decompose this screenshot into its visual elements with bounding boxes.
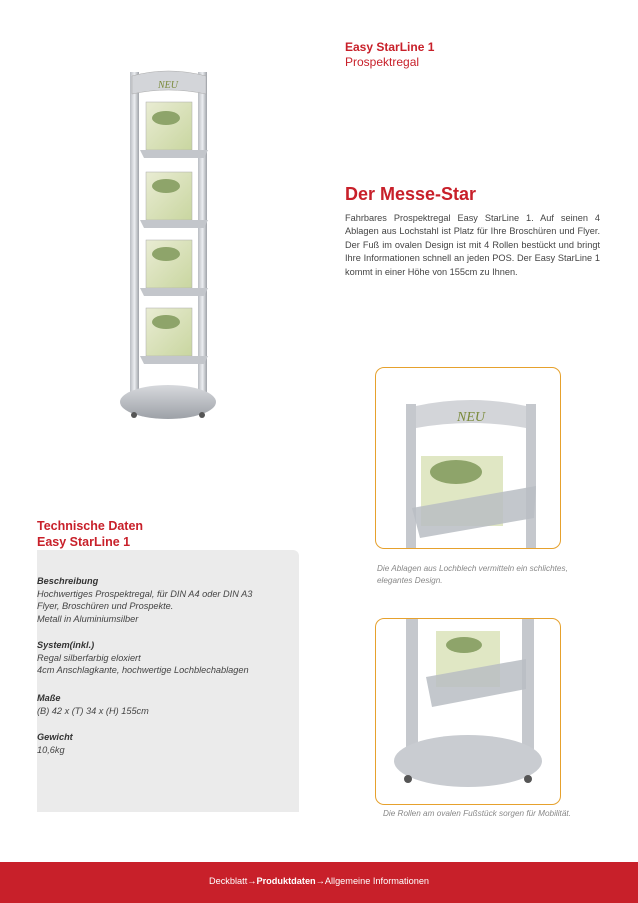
- spec-line: Hochwertiges Prospektregal, für DIN A4 oder DIN A3: [37, 588, 253, 599]
- spec-line: (B) 42 x (T) 34 x (H) 155cm: [37, 705, 149, 716]
- spec-description: [37, 575, 252, 625]
- spec-dimensions: [37, 692, 149, 717]
- caption-shelf: Die Ablagen aus Lochblech vermitteln ein schlichtes, elegantes Design.: [377, 564, 568, 585]
- nav-arrow: →: [247, 876, 257, 886]
- spec-label: Maße: [37, 693, 61, 703]
- spec-system: [37, 639, 249, 677]
- spec-line: 10,6kg: [37, 744, 65, 755]
- caption-base: Die Rollen am ovalen Fußstück sorgen für Mobilität.: [383, 809, 571, 818]
- nav-arrow: →: [315, 876, 325, 886]
- spec-line: Flyer, Broschüren und Prospekte.: [37, 601, 174, 611]
- spec-line: 4cm Anschlagkante, hochwertige Lochblechablagen: [37, 665, 249, 675]
- spec-label: Beschreibung: [37, 576, 99, 586]
- spec-line: Regal silberfarbig eloxiert: [37, 652, 141, 663]
- shelf-4: [140, 308, 208, 364]
- specs-box: [37, 550, 299, 812]
- spec-label: Gewicht: [37, 732, 73, 742]
- specs-heading: [37, 518, 143, 550]
- brochure-stand-image: [118, 66, 228, 426]
- headline: Der Messe-Star: [345, 184, 477, 204]
- shelf-1: [140, 102, 208, 158]
- footer-navigation: [0, 876, 638, 886]
- product-subtitle: Prospektregal: [345, 55, 420, 69]
- detail-photo-shelf: [375, 367, 561, 549]
- specs-heading-line2: Easy StarLine 1: [37, 535, 131, 549]
- spec-weight: [37, 731, 73, 756]
- detail-photo-base: [375, 618, 561, 805]
- intro-text: Fahrbares Prospektregal Easy StarLine 1. Auf seinen 4 Ablagen aus Lochstahl ist Platz für Ihre Broschüren und Flyer. Der Fuß im ovalen Design ist mit 4 Rollen bestückt und bringt Ihre Informationen schnell an jeden POS. Der Easy StarLine 1 kommt in einer Höhe von 155cm zu Ihnen.: [345, 213, 600, 277]
- spec-line: Metall in Aluminiumsilber: [37, 613, 139, 624]
- shelf-2: [140, 172, 208, 228]
- sign-label-photo: NEU: [457, 410, 485, 425]
- shelf-3: [140, 240, 208, 296]
- nav-link-allgemeine-informationen[interactable]: Allgemeine Informationen: [324, 876, 430, 886]
- spec-label: System(inkl.): [37, 640, 95, 650]
- specs-heading-line1: Technische Daten: [37, 519, 144, 533]
- sign-label: NEU: [158, 80, 178, 91]
- product-title: Easy StarLine 1: [345, 40, 435, 54]
- nav-link-produktdaten[interactable]: Produktdaten: [256, 876, 316, 886]
- nav-link-deckblatt[interactable]: Deckblatt: [208, 876, 248, 886]
